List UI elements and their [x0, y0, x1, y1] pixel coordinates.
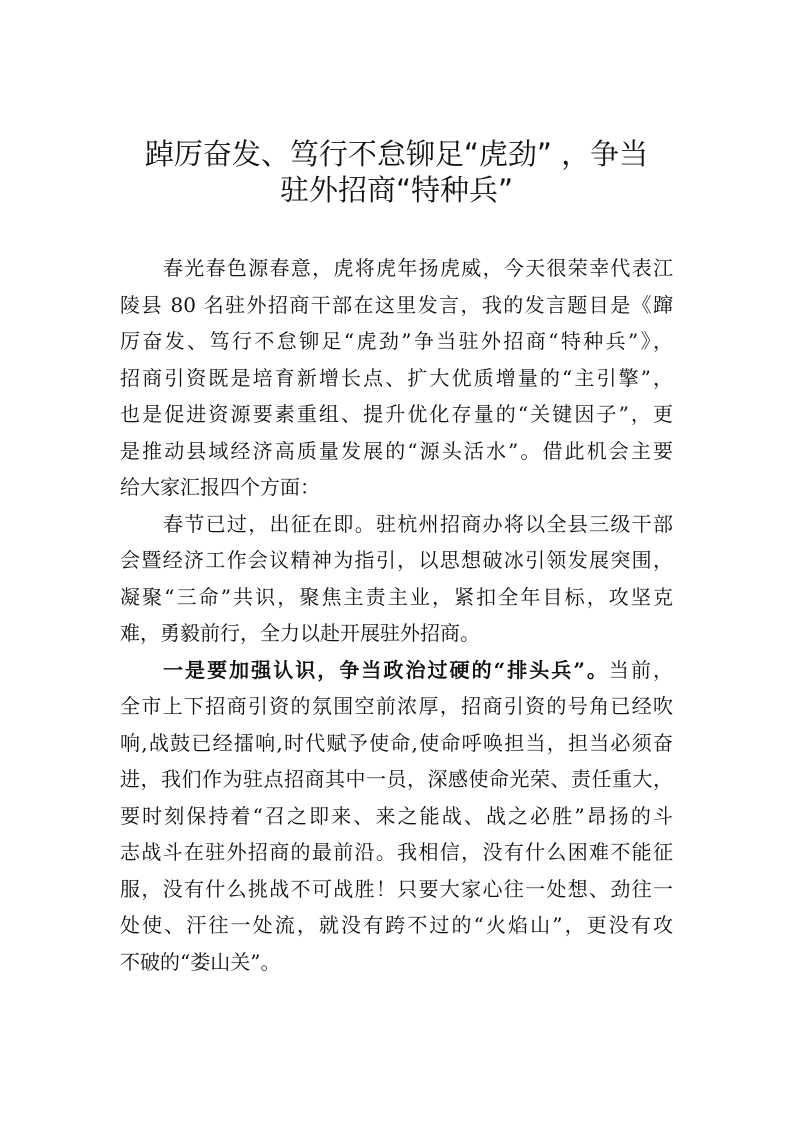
paragraph-spring-festival [120, 506, 673, 652]
text-line: 会暨经济工作会议精神为指引，以思想破冰引领发展突围， [120, 548, 673, 572]
text-line: 全市上下招商引资的氛围空前浓厚，招商引资的号角已经吹 [120, 694, 673, 718]
paragraph-intro [120, 250, 673, 506]
text-line: 厉奋发、笃行不怠铆足“虎劲”争当驻外招商“特种兵”》， [120, 329, 673, 353]
paragraph-point-one [120, 652, 673, 981]
text-line: 春光春色源春意，虎将虎年扬虎威，今天很荣幸代表江 [163, 256, 673, 280]
title-line-1: 踔厉奋发、笃行不怠铆足“虎劲” ，争当 [144, 137, 649, 171]
document-title [100, 136, 693, 208]
text-line: 处使、汗往一处流，就没有跨不过的“火焰山”，更没有攻 [120, 913, 673, 937]
text-line: 服，没有什么挑战不可战胜！只要大家心往一处想、劲往一 [120, 876, 673, 901]
text-line: 要时刻保持着“召之即来、来之能战、战之必胜”昂扬的斗 [120, 803, 673, 828]
bold-heading: 一是要加强认识，争当政治过硬的“排头兵”。 [163, 657, 609, 682]
text-line: 是推动县域经济高质量发展的“源头活水”。借此机会主要 [120, 438, 673, 463]
text-line: 春节已过，出征在即。驻杭州招商办将以全县三级干部 [163, 511, 673, 536]
text-line: 也是促进资源要素重组、提升优化存量的“关键因子”，更 [120, 402, 673, 426]
text-line: 陵县 80 名驻外招商干部在这里发言，我的发言题目是《蹿 [120, 292, 673, 317]
text-line: 不破的“娄山关”。 [120, 949, 281, 974]
document-body [120, 250, 673, 980]
text-line: 进，我们作为驻点招商其中一员，深感使命光荣、责任重大， [120, 767, 673, 791]
text-line: 难，勇毅前行，全力以赴开展驻外招商。 [120, 621, 480, 645]
text-line: 响,战鼓已经擂响,时代赋予使命,使命呼唤担当，担当必须奋 [120, 730, 673, 755]
text-line: 凝聚“三命”共识，聚焦主责主业，紧扣全年目标，攻坚克 [120, 584, 673, 609]
text-line: 给大家汇报四个方面： [120, 475, 320, 499]
text-line: 志战斗在驻外招商的最前沿。我相信，没有什么困难不能征 [120, 840, 673, 864]
text-line: 招商引资既是培育新增长点、扩大优质增量的“主引擎”， [120, 365, 673, 390]
text-line [120, 652, 673, 689]
title-line-2: 驻外招商“特种兵” [279, 173, 514, 207]
lead-rest: 当前， [608, 657, 673, 682]
